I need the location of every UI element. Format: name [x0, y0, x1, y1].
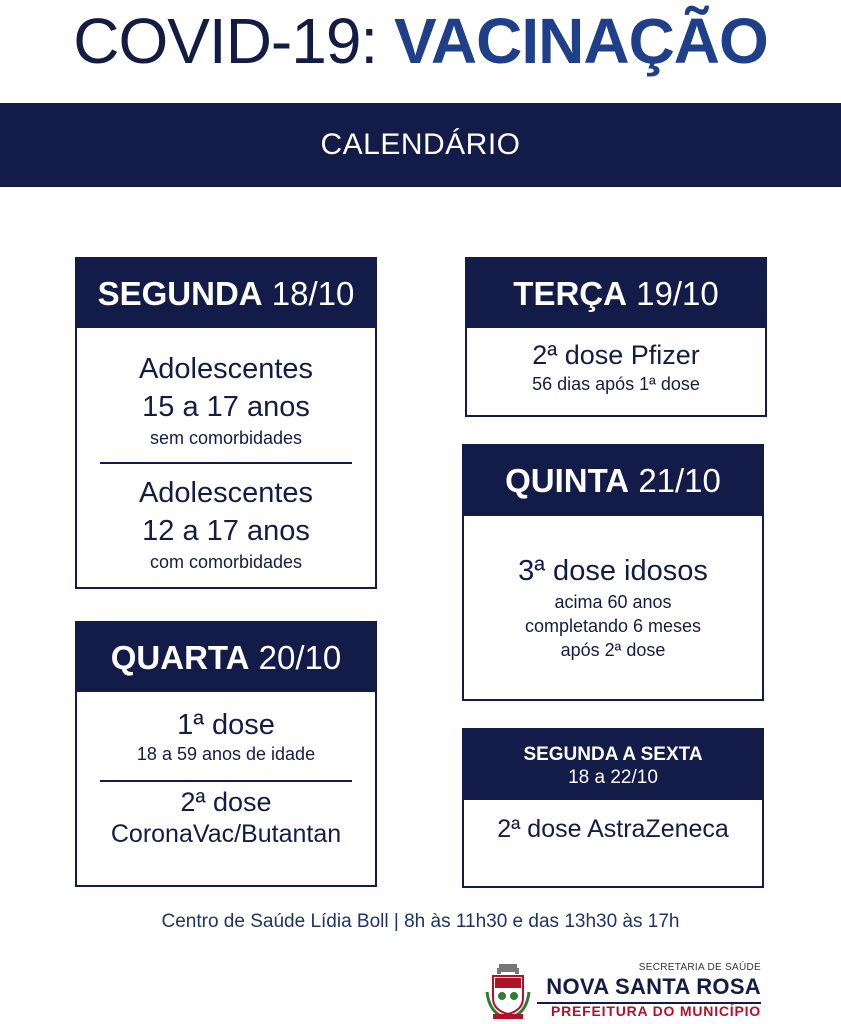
dose-note: 56 dias após 1ª dose [532, 374, 700, 394]
card-day: QUARTA [110, 639, 250, 676]
card-quarta-header [77, 623, 375, 692]
title-prefix: COVID-19: [73, 5, 394, 77]
location-hours: Centro de Saúde Lídia Boll | 8h às 11h30 e das 13h30 às 17h [161, 911, 680, 932]
card-quinta-body [464, 516, 762, 662]
dose-line: 2ª dose AstraZeneca [497, 815, 729, 843]
card-segunda-a-sexta [462, 728, 764, 888]
card-semana-body [464, 800, 762, 846]
card-day: SEGUNDA A SEXTA [523, 744, 703, 765]
card-day: SEGUNDA [97, 275, 263, 312]
dose-line: CoronaVac/Butantan [110, 820, 342, 848]
group-line: Adolescentes [138, 477, 314, 509]
card-semana-header [464, 730, 762, 800]
dose-line: 1ª dose [177, 709, 275, 741]
divider [100, 780, 352, 782]
group-line: 12 a 17 anos [142, 515, 310, 547]
title-main: VACINAÇÃO [393, 5, 768, 77]
card-day: QUINTA [505, 462, 630, 499]
dose-note: completando 6 meses [524, 616, 702, 636]
page-title [0, 0, 841, 88]
card-terca-body [467, 328, 765, 396]
card-segunda [75, 257, 377, 589]
dose-note: 18 a 59 anos de idade [136, 744, 316, 764]
card-date: 18 a 22/10 [568, 767, 658, 788]
dose-line: 2ª dose [180, 787, 272, 817]
dose-note: acima 60 anos [554, 592, 672, 612]
group-line: Adolescentes [138, 353, 314, 385]
card-quinta-header [464, 446, 762, 516]
card-date: 19/10 [636, 275, 719, 312]
group-note: com comorbidades [149, 552, 303, 572]
card-segunda-header [77, 259, 375, 328]
card-date: 21/10 [638, 462, 721, 499]
group-note: sem comorbidades [149, 428, 303, 448]
card-quarta-body [77, 692, 375, 850]
card-terca-header [467, 259, 765, 328]
card-quarta [75, 621, 377, 887]
calendar-banner: CALENDÁRIO [0, 103, 841, 187]
dose-line: 3ª dose idosos [518, 555, 708, 587]
card-quinta [462, 444, 764, 701]
card-date: 18/10 [271, 275, 355, 312]
logo-city-name: NOVA SANTA ROSA [546, 974, 761, 999]
dose-line: 2ª dose Pfizer [532, 340, 700, 370]
card-terca [465, 257, 767, 417]
municipality-logo [485, 962, 765, 1022]
card-segunda-body [77, 328, 375, 574]
group-line: 15 a 17 anos [142, 391, 310, 423]
dose-note: após 2ª dose [560, 640, 666, 660]
divider [100, 462, 352, 464]
coat-of-arms-icon [485, 962, 531, 1020]
logo-secretaria: SECRETARIA DE SAÚDE [638, 962, 761, 973]
card-date: 20/10 [258, 639, 342, 676]
logo-prefeitura: PREFEITURA DO MUNICÍPIO [551, 1003, 761, 1019]
card-day: TERÇA [513, 275, 627, 312]
